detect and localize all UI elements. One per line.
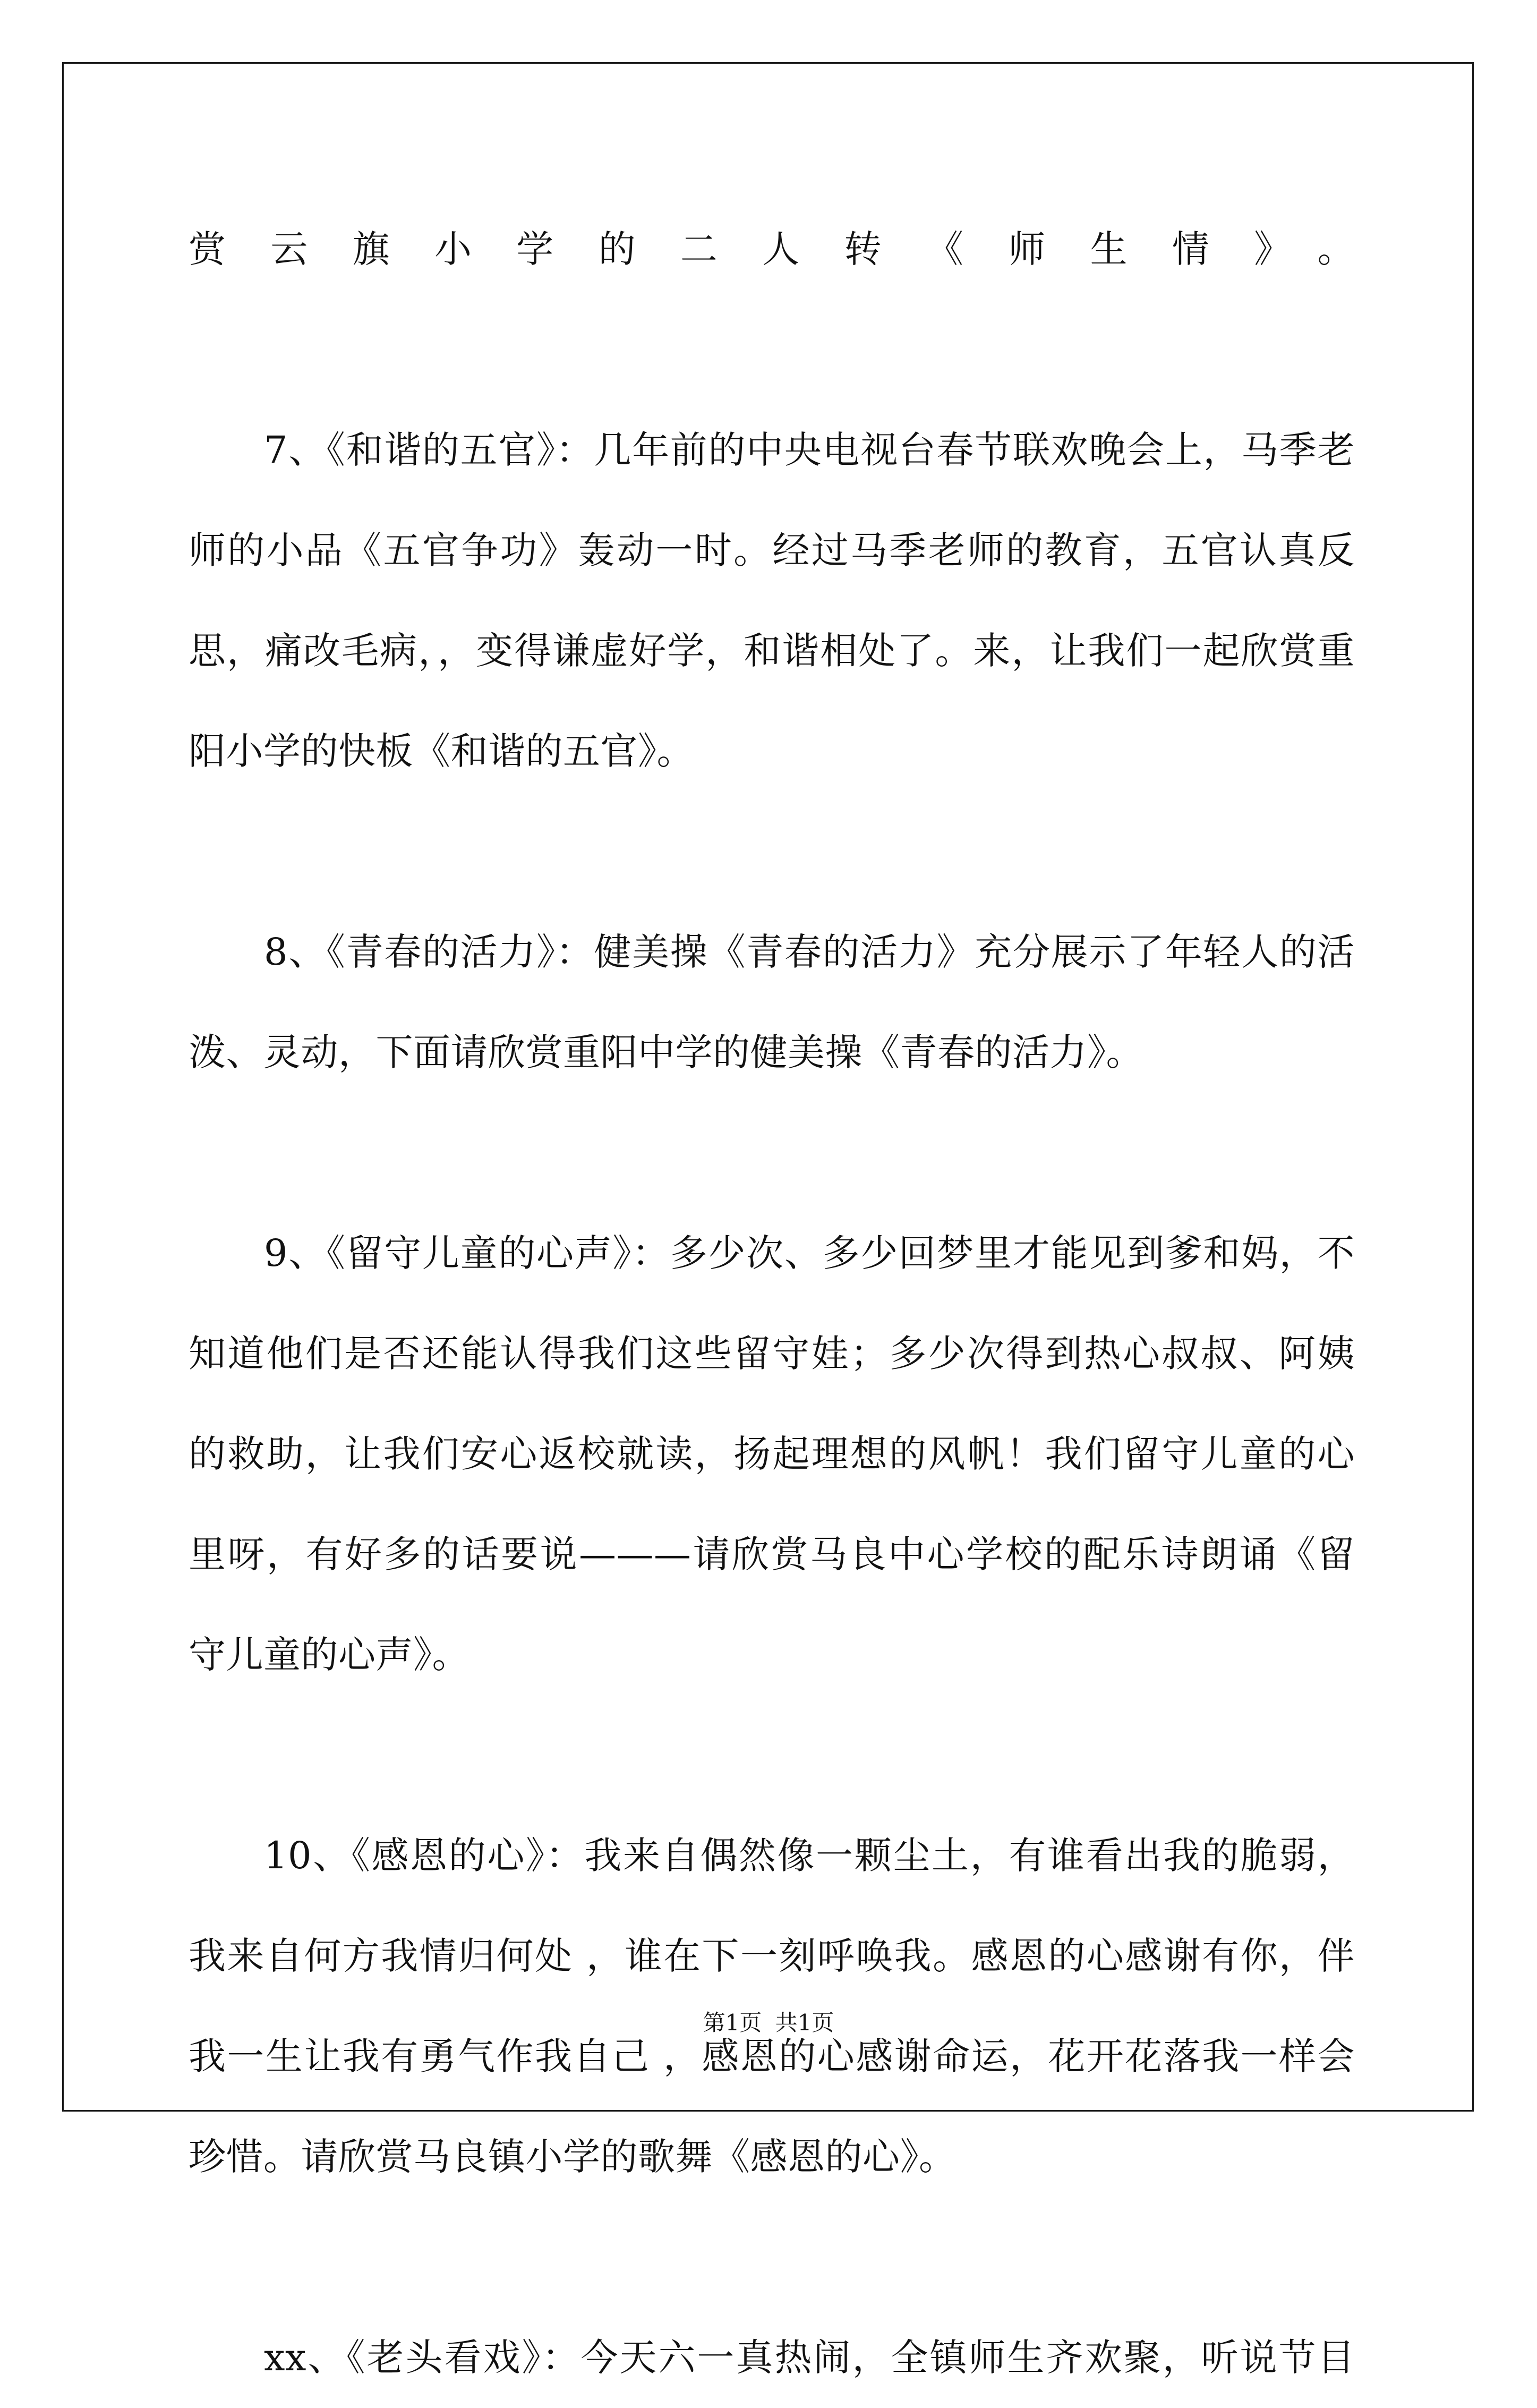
page-footer	[0, 2007, 1537, 2039]
text-line: 7、《和谐的五官》：几年前的中央电视台春节联欢晚会上，马季老	[264, 428, 1355, 472]
paragraph-gap	[189, 2207, 1355, 2308]
text-line: 赏云旗小学的二人转《师生情》。	[189, 227, 1355, 271]
paragraph-gap	[189, 1103, 1355, 1203]
paragraph-gap	[189, 1705, 1355, 1806]
text-line: 的救助，让我们安心返校就读，扬起理想的风帆！我们留守儿童的心	[189, 1432, 1355, 1476]
document-body	[189, 199, 1355, 2408]
page-number-total: 共1页	[775, 2010, 834, 2036]
text-line: 10、《感恩的心》：我来自偶然像一颗尘土，有谁看出我的脆弱，	[264, 1834, 1355, 1877]
text-line: 思，痛改毛病，，变得谦虚好学，和谐相处了。来，让我们一起欣赏重	[189, 629, 1355, 673]
text-line: 里呀，有好多的话要说———请欣赏马良中心学校的配乐诗朗诵《留	[189, 1533, 1355, 1576]
text-line: 9、《留守儿童的心声》：多少次、多少回梦里才能见到爹和妈，不	[264, 1231, 1355, 1275]
text-line: xx、《老头看戏》：今天六一真热闹，全镇师生齐欢聚，听说节目	[264, 2336, 1355, 2379]
text-line: 泼、灵动，下面请欣赏重阳中学的健美操《青春的活力》。	[189, 1031, 1143, 1074]
page-number-current: 第1页	[703, 2010, 762, 2036]
text-line: 我来自何方我情归何处 ，谁在下一刻呼唤我。感恩的心感谢有你，伴	[189, 1934, 1355, 1978]
text-line: 守儿童的心声》。	[189, 1633, 469, 1677]
text-line: 师的小品《五官争功》轰动一时。经过马季老师的教育，五官认真反	[189, 529, 1355, 572]
text-line: 我一生让我有勇气作我自己 ，感恩的心感谢命运，花开花落我一样会	[189, 2035, 1355, 2078]
text-line: 珍惜。请欣赏马良镇小学的歌舞《感恩的心》。	[189, 2135, 957, 2179]
paragraph-gap	[189, 300, 1355, 400]
text-line: 8、《青春的活力》：健美操《青春的活力》充分展示了年轻人的活	[264, 930, 1355, 974]
text-line: 知道他们是否还能认得我们这些留守娃；多少次得到热心叔叔、阿姨	[189, 1332, 1355, 1375]
paragraph-gap	[189, 802, 1355, 902]
text-line: 阳小学的快板《和谐的五官》。	[189, 729, 694, 773]
